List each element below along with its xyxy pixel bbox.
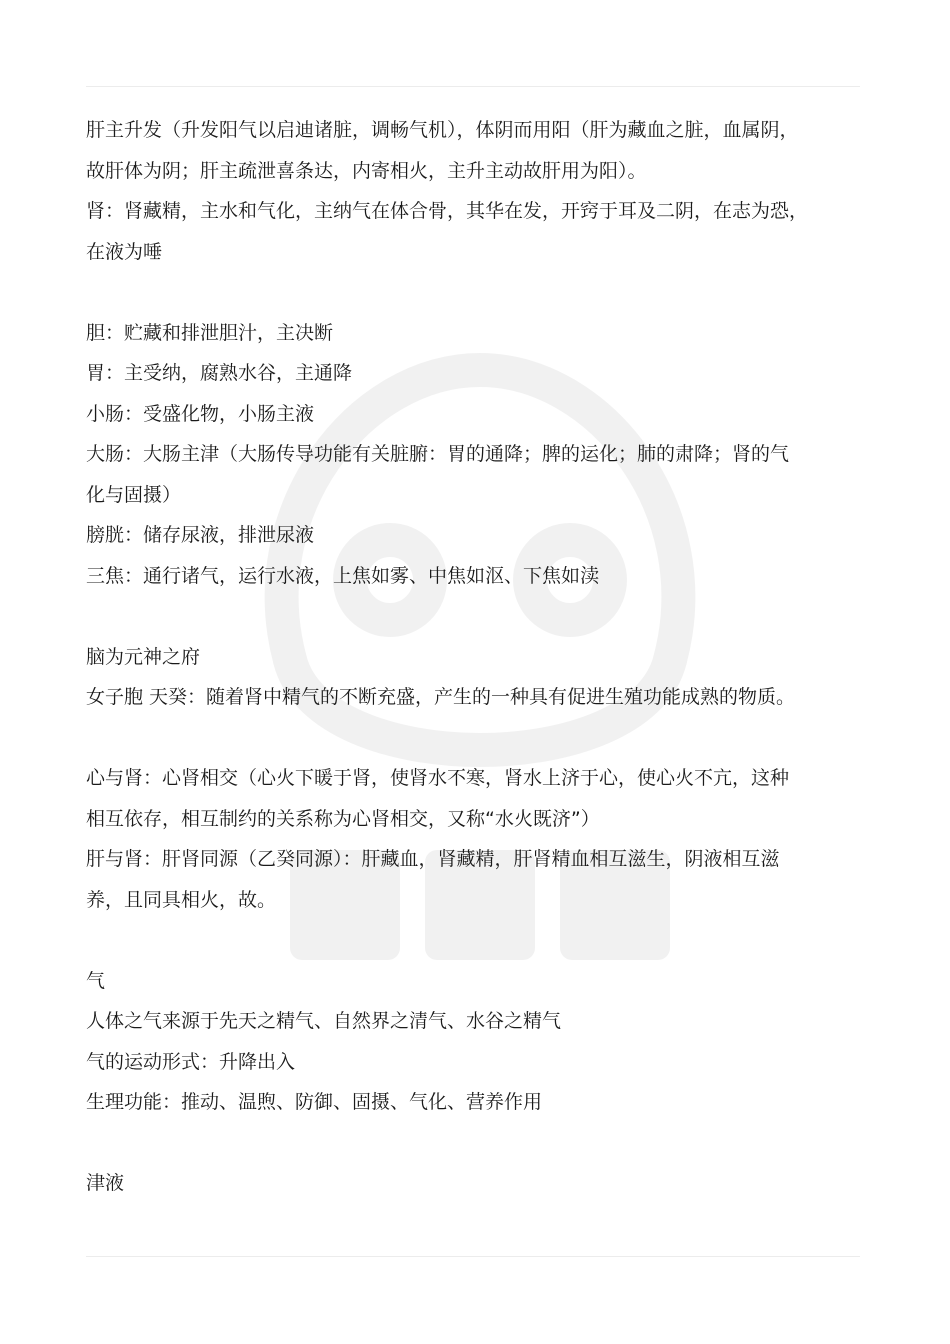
page-footer-rule	[86, 1256, 860, 1257]
text-line: 相互依存，相互制约的关系称为心肾相交，又称“水火既济”）	[86, 807, 600, 830]
blank-line	[86, 272, 876, 313]
text-line: 胆：贮藏和排泄胆汁，主决断	[86, 321, 334, 344]
document-body	[86, 110, 876, 1204]
blank-line	[86, 920, 876, 961]
text-line: 化与固摄）	[86, 483, 182, 506]
text-line: 肝与肾：肝肾同源（乙癸同源）：肝藏血，肾藏精，肝肾精血相互滋生，阴液相互滋	[86, 848, 780, 870]
text-line: 故肝体为阴；肝主疏泄喜条达，内寄相火，主升主动故肝用为阳）。	[86, 159, 647, 182]
text-line: 肝主升发（升发阳气以启迪诸脏，调畅气机），体阴而用阳（肝为藏血之脏，血属阴，	[86, 119, 799, 141]
text-line: 三焦：通行诸气，运行水液，上焦如雾、中焦如沤、下焦如渎	[86, 564, 600, 587]
text-line: 大肠：大肠主津（大肠传导功能有关脏腑：胃的通降；脾的运化；肺的肃降；肾的气	[86, 443, 790, 465]
text-line: 肾：肾藏精，主水和气化，主纳气在体合骨，其华在发，开窍于耳及二阴，在志为恐，	[86, 200, 809, 222]
text-line: 养，且同具相火，故。	[86, 888, 277, 911]
text-line: 津液	[86, 1172, 125, 1194]
blank-line	[86, 718, 876, 759]
text-line: 心与肾：心肾相交（心火下暖于肾，使肾水不寒，肾水上济于心，使心火不亢，这种	[86, 767, 790, 789]
text-line: 气	[86, 969, 106, 992]
text-line: 胃：主受纳，腐熟水谷，主通降	[86, 362, 353, 384]
blank-line	[86, 1123, 876, 1164]
text-line: 气的运动形式：升降出入	[86, 1050, 296, 1073]
text-line: 生理功能：推动、温煦、防御、固摄、气化、营养作用	[86, 1091, 543, 1113]
blank-line	[86, 596, 876, 637]
text-line: 女子胞 天癸：随着肾中精气的不断充盛，产生的一种具有促进生殖功能成熟的物质。	[86, 686, 796, 708]
page-header-rule	[86, 86, 860, 87]
text-line: 小肠：受盛化物，小肠主液	[86, 402, 315, 425]
text-line: 人体之气来源于先天之精气、自然界之清气、水谷之精气	[86, 1010, 562, 1032]
text-line: 在液为唾	[86, 240, 163, 263]
text-line: 膀胱：储存尿液，排泄尿液	[86, 524, 315, 546]
text-line: 脑为元神之府	[86, 645, 201, 668]
